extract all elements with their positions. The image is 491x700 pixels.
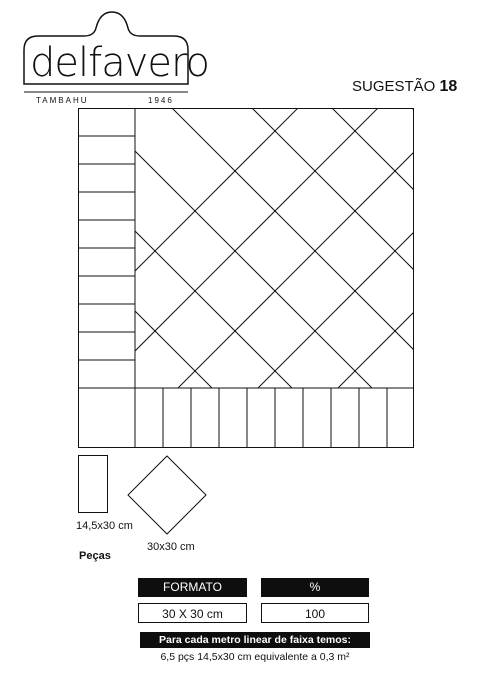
suggestion-number: 18 xyxy=(439,78,458,95)
rect-piece-sample xyxy=(79,456,108,513)
logo-wordmark: delfavero xyxy=(30,40,210,86)
square-piece-sample xyxy=(128,456,206,534)
bottom-strip-joints xyxy=(135,388,387,448)
suggestion-label: SUGESTÃO xyxy=(352,78,436,95)
format-value: 30 X 30 cm xyxy=(138,603,247,623)
diagonal-tile-grid xyxy=(78,108,414,448)
format-header: FORMATO xyxy=(138,578,247,597)
logo-year: 1946 xyxy=(148,96,174,105)
pieces-title: Peças xyxy=(79,550,111,562)
tile-layout-drawing xyxy=(78,108,414,448)
brand-logo xyxy=(22,10,210,105)
left-strip-joints xyxy=(78,136,135,360)
logo-place: TAMBAHU xyxy=(36,96,89,105)
percent-header: % xyxy=(261,578,369,597)
linear-meter-text: 6,5 pçs 14,5x30 cm equivalente a 0,3 m² xyxy=(160,651,350,663)
rect-piece-label: 14,5x30 cm xyxy=(76,520,133,532)
suggestion-title xyxy=(352,78,457,96)
percent-value: 100 xyxy=(261,603,369,623)
linear-meter-header: Para cada metro linear de faixa temos: xyxy=(140,632,370,648)
square-piece-label: 30x30 cm xyxy=(147,541,195,553)
